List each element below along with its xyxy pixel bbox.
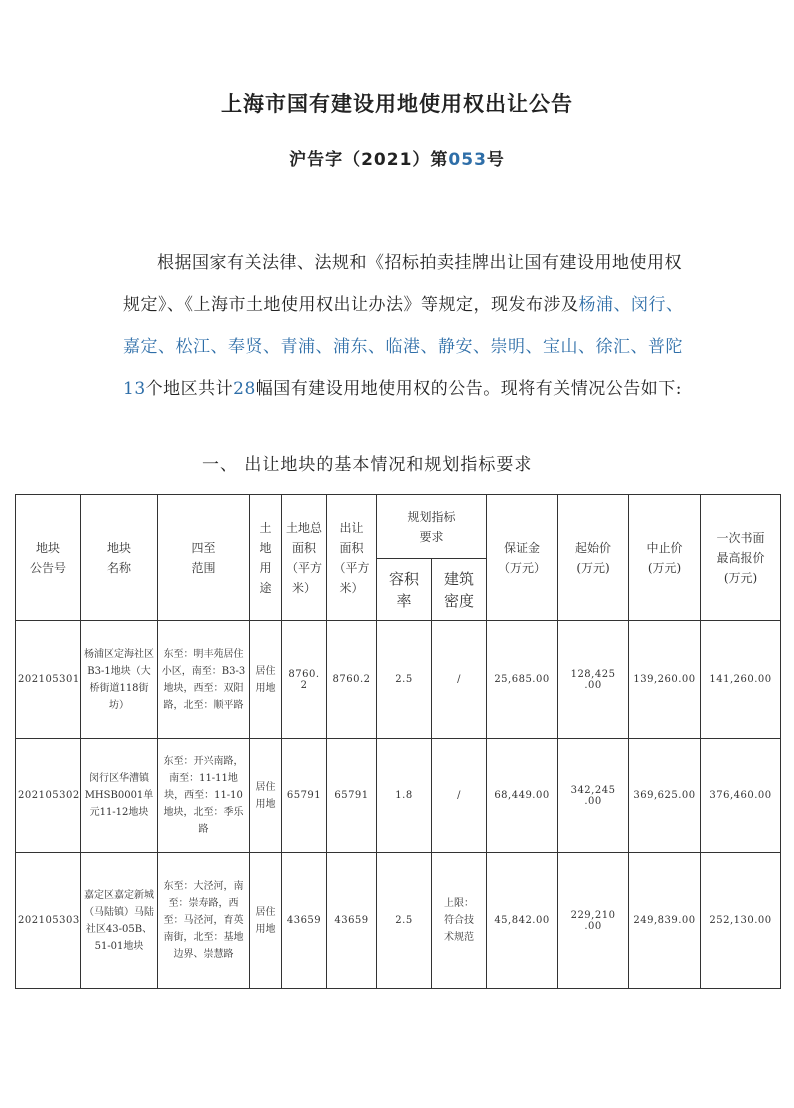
cell-stop-price: 139,260.00 [629, 621, 701, 739]
header-use: 土 地 用 途 [250, 495, 282, 621]
header-max-bid: 一次书面 最高报价 (万元) [701, 495, 781, 621]
header-density: 建筑 密度 [432, 559, 487, 621]
para-districts: 杨浦、闵行、嘉定、松江、奉贤、青浦、浦东、临港、静安、崇明、宝山、徐汇、普陀 [123, 295, 684, 357]
cell-bounds: 东至：开兴南路，南至：11-11地块，西至：11-10地块，北至：季乐路 [158, 739, 250, 853]
para-part3: 幅国有建设用地使用权的公告。现将有关情况公告如下: [255, 379, 683, 399]
cell-name: 嘉定区嘉定新城（马陆镇）马陆社区43-05B、51-01地块 [81, 853, 158, 989]
cell-sell-area: 65791 [327, 739, 377, 853]
header-planning: 规划指标 要求 [377, 495, 487, 559]
header-sell-area: 出让 面积 （平方 米） [327, 495, 377, 621]
cell-bounds: 东至：大泾河，南至：崇寿路，西至：马泾河，育英南街，北至：基地边界、崇慧路 [158, 853, 250, 989]
cell-name: 杨浦区定海社区B3-1地块（大桥街道118街坊） [81, 621, 158, 739]
cell-id: 202105301 [16, 621, 81, 739]
cell-deposit: 45,842.00 [487, 853, 558, 989]
cell-deposit: 68,449.00 [487, 739, 558, 853]
announcement-number [0, 145, 794, 170]
cell-sell-area: 43659 [327, 853, 377, 989]
cell-bounds: 东至：明丰苑居住小区，南至：B3-3地块，西至：双阳路，北至：顺平路 [158, 621, 250, 739]
cell-deposit: 25,685.00 [487, 621, 558, 739]
cell-total-area: 8760. 2 [282, 621, 327, 739]
cell-use: 居住 用地 [250, 739, 282, 853]
header-start-price: 起始价 (万元) [558, 495, 629, 621]
table-row [16, 739, 781, 853]
cell-far: 2.5 [377, 621, 432, 739]
cell-max-bid: 252,130.00 [701, 853, 781, 989]
header-deposit: 保证金 （万元） [487, 495, 558, 621]
section-heading: 一、 出让地块的基本情况和规划指标要求 [202, 455, 533, 475]
cell-sell-area: 8760.2 [327, 621, 377, 739]
cell-far: 1.8 [377, 739, 432, 853]
cell-name: 闵行区华漕镇MHSB0001单元11-12地块 [81, 739, 158, 853]
header-total-area: 土地总 面积 （平方 米） [282, 495, 327, 621]
intro-paragraph [123, 242, 688, 410]
cell-density: / [432, 739, 487, 853]
table-row [16, 853, 781, 989]
cell-use: 居住 用地 [250, 853, 282, 989]
para-part2: 个地区共计 [145, 379, 234, 399]
cell-max-bid: 141,260.00 [701, 621, 781, 739]
subtitle-number: 053 [448, 150, 487, 170]
header-far: 容积 率 [377, 559, 432, 621]
cell-stop-price: 249,839.00 [629, 853, 701, 989]
header-stop-price: 中止价 (万元) [629, 495, 701, 621]
cell-total-area: 43659 [282, 853, 327, 989]
table-row [16, 621, 781, 739]
cell-start-price: 128,425 .00 [558, 621, 629, 739]
para-count1: 13 [123, 379, 146, 399]
cell-use: 居住 用地 [250, 621, 282, 739]
cell-start-price: 342,245 .00 [558, 739, 629, 853]
cell-start-price: 229,210 .00 [558, 853, 629, 989]
para-count2: 28 [233, 379, 256, 399]
subtitle-suffix: 号 [486, 150, 505, 170]
header-bounds: 四至 范围 [158, 495, 250, 621]
para-part1: 根据国家有关法律、法规和《招标拍卖挂牌出让国有建设用地使用权规定》、《上海市土地使用权出让办法》等规定，现发布涉及 [123, 253, 682, 315]
cell-id: 202105303 [16, 853, 81, 989]
page-title: 上海市国有建设用地使用权出让公告 [221, 92, 573, 116]
cell-max-bid: 376,460.00 [701, 739, 781, 853]
header-name: 地块 名称 [81, 495, 158, 621]
cell-density: 上限： 符合技 术规范 [432, 853, 487, 989]
header-id: 地块 公告号 [16, 495, 81, 621]
subtitle-prefix: 沪告字（2021）第 [289, 150, 449, 170]
cell-density: / [432, 621, 487, 739]
cell-stop-price: 369,625.00 [629, 739, 701, 853]
cell-id: 202105302 [16, 739, 81, 853]
land-parcel-table [15, 494, 781, 989]
cell-total-area: 65791 [282, 739, 327, 853]
cell-far: 2.5 [377, 853, 432, 989]
